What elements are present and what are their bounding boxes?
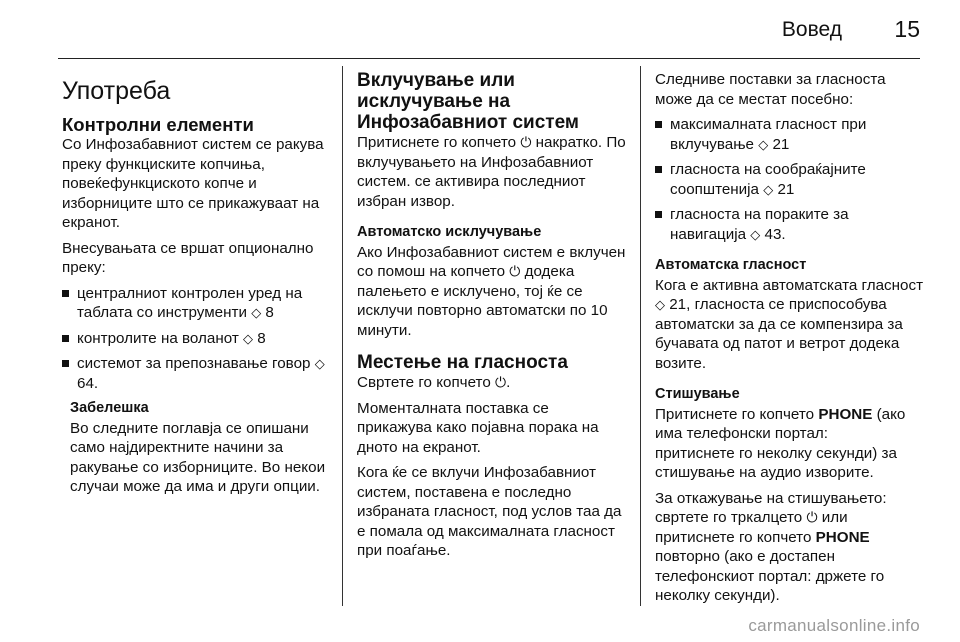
note-title: Забелешка (70, 400, 149, 416)
column-divider-2 (640, 66, 641, 606)
volume-settings-intro: Следниве поставки за гласноста може да се местат посебно: (655, 71, 886, 108)
column-divider-1 (342, 66, 343, 606)
section-title: Употреба (62, 77, 171, 105)
column-2 (357, 70, 627, 567)
volume-paragraph-3: Кога ќе се вклучи Инфозабавниот систем, поставена е последно избраната гласност, под услов таа да е помала од максималната гласност при поаѓање. (357, 464, 622, 559)
mute-title: Стишување (655, 386, 740, 402)
auto-off-paragraph: Ако Инфозабавниот систем е вклучен со помош на копчето ⏻ додека палењето е исклучено, тој ќе се исклучи повторно автоматски по 10 минути. (357, 243, 626, 339)
volume-paragraph-2: Моменталната поставка се прикажува како појавна порака на дното на екранот. (357, 399, 599, 456)
page-ref-icon: ◇ (750, 226, 761, 242)
note-block (62, 399, 330, 497)
list-item: контролите на воланот ◇ 8 (62, 329, 330, 349)
column-3 (655, 70, 927, 612)
phone-key-label: PHONE (818, 405, 873, 423)
note-text: Во следните поглавја се опишани само најдиректните начини за ракување со изборниците. Во некои случаи може да има и други опции. (70, 419, 326, 495)
list-item: гласноста на сообраќајните соопштенија ◇ 21 (655, 160, 927, 199)
page-ref-icon: ◇ (655, 297, 665, 312)
auto-volume-title: Автоматска гласност (655, 257, 807, 273)
list-item: гласноста на пораките за навигација ◇ 43. (655, 205, 927, 244)
header-rule (58, 58, 920, 59)
page-ref-icon: ◇ (763, 181, 774, 197)
power-knob-icon: ⏻ (495, 374, 507, 390)
list-item: централниот контролен уред на таблата со инструменти ◇ 8 (62, 284, 330, 323)
controls-paragraph: Со Инфозабавниот систем се ракува преку функциските копчиња, повеќефункциското копче и изборниците што се прикажуваат на екранот. (62, 136, 324, 231)
page-ref-icon: ◇ (243, 330, 254, 346)
page-number: 15 (894, 16, 920, 42)
page-ref-icon: ◇ (314, 356, 325, 371)
power-paragraph: Притиснете го копчето ⏻ накратко. По вклучувањето на Инфозабавниот систем. се активира последниот избран извор. (357, 134, 626, 210)
mute-paragraph: Притиснете го копчето PHONE (ако има телефонски портал: притиснете го неколку секунди) за стишување на аудио изворите. (655, 405, 906, 481)
watermark: carmanualsonline.info (748, 616, 920, 635)
volume-heading: Местење на гласноста (357, 352, 568, 373)
power-knob-icon: ⏻ (806, 509, 818, 525)
list-item: системот за препознавање говор ◇ 64. (62, 354, 330, 393)
page-ref-icon: ◇ (251, 305, 262, 320)
power-knob-icon: ⏻ (509, 263, 521, 279)
header-title: Вовед (781, 18, 842, 41)
page-header (0, 0, 960, 62)
phone-key-label: PHONE (815, 528, 870, 546)
input-list (62, 284, 330, 394)
volume-paragraph-1: Свртете го копчето ⏻. (357, 374, 511, 391)
page-ref-icon: ◇ (758, 136, 769, 152)
column-1 (62, 70, 330, 503)
auto-volume-paragraph: Кога е активна автоматската гласност ◇ 21, гласноста се приспособува автоматски за да се компензира за бучавата од патот и ветрот додека возите. (655, 276, 924, 372)
volume-settings-list (655, 115, 927, 244)
unmute-paragraph: За откажување на стишувањето: свртете го тркалцето ⏻ или притиснете го копчето PHONE повторно (ако е достапен телефонскиот портал: држете го неколку секунди). (655, 489, 887, 604)
power-heading: Вклучување или исклучување на Инфозабавниот систем (357, 70, 579, 133)
list-item: максималната гласност при вклучување ◇ 21 (655, 115, 927, 154)
controls-heading: Контролни елементи (62, 114, 254, 135)
auto-off-title: Автоматско исклучување (357, 224, 542, 240)
inputs-paragraph: Внесувањата се вршат опционално преку: (62, 239, 314, 276)
power-knob-icon: ⏻ (520, 134, 532, 150)
